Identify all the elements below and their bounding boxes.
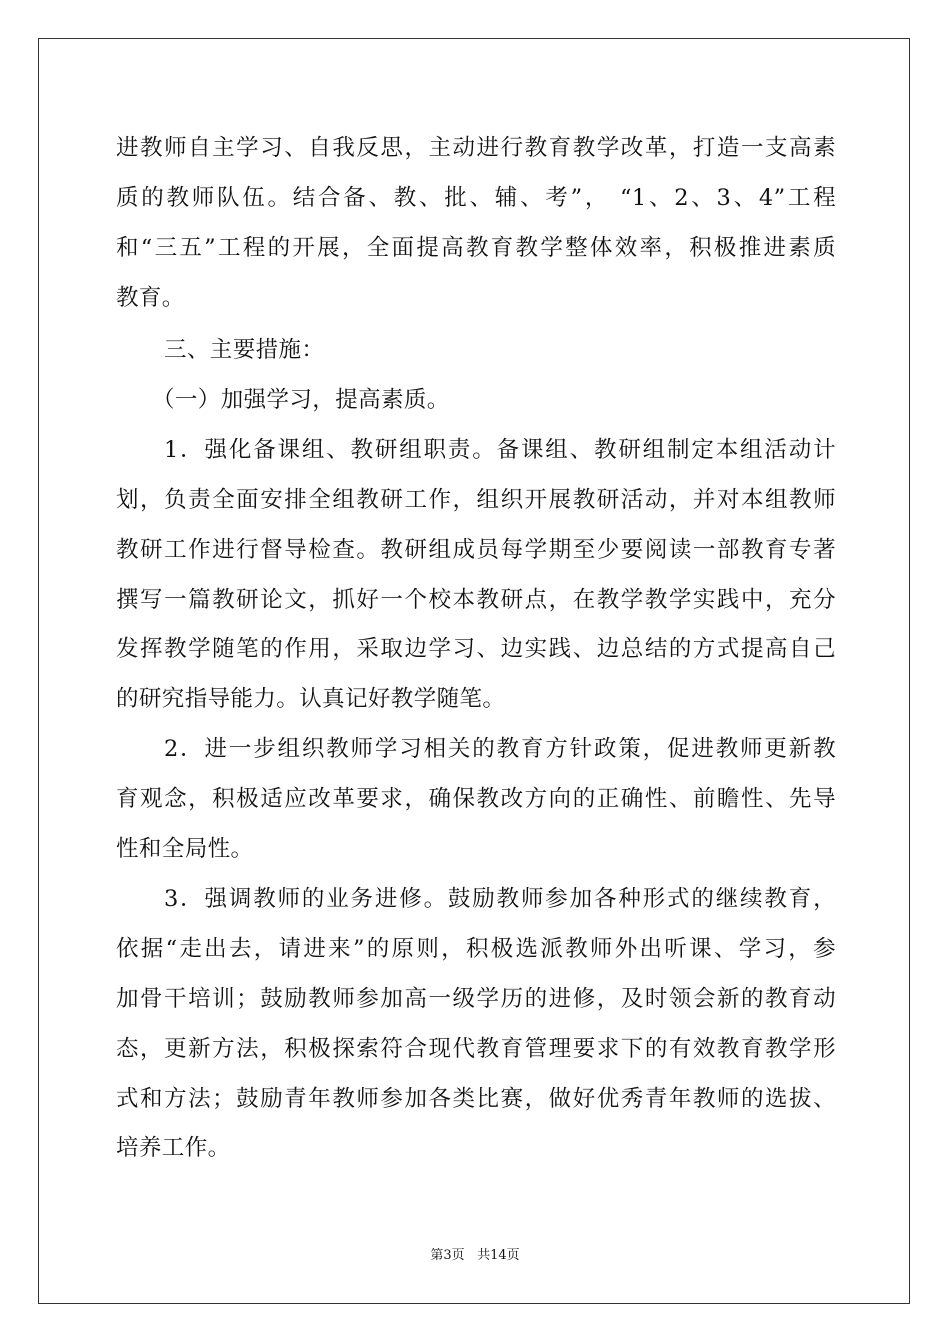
text-line: 质的教师队伍。结合备、教、批、辅、考”， “1、2、3、4”工程 — [116, 185, 836, 211]
text-line: 式和方法；鼓励青年教师参加各类比赛，做好优秀青年教师的选拔、 — [116, 1086, 836, 1112]
text-line: 依据“走出去，请进来”的原则，积极选派教师外出听课、学习，参 — [116, 936, 836, 962]
text-line: 的研究指导能力。认真记好教学随笔。 — [116, 686, 506, 712]
text-line: 1．强化备课组、教研组职责。备课组、教研组制定本组活动计 — [164, 437, 836, 463]
text-line: 撰写一篇教研论文，抓好一个校本教研点，在教学教学实践中，充分 — [116, 587, 836, 613]
text-line: 划，负责全面安排全组教研工作，组织开展教研活动，并对本组教师 — [116, 487, 836, 513]
page-total: 共14页 — [477, 1248, 520, 1263]
text-line: 培养工作。 — [116, 1135, 231, 1161]
text-line: 教育。 — [116, 285, 185, 311]
text-line: 进教师自主学习、自我反思，主动进行教育教学改革，打造一支高素 — [116, 135, 836, 161]
text-line: 3．强调教师的业务进修。鼓励教师参加各种形式的继续教育， — [164, 886, 836, 912]
text-line: 和“三五”工程的开展，全面提高教育教学整体效率，积极推进素质 — [116, 235, 836, 261]
text-line: 性和全局性。 — [116, 836, 254, 862]
page-footer — [0, 1248, 950, 1264]
text-line: 教研工作进行督导检查。教研组成员每学期至少要阅读一部教育专著 — [116, 537, 836, 563]
page-number: 第3页 — [430, 1248, 465, 1263]
text-line: 态，更新方法，积极探索符合现代教育管理要求下的有效教育教学形 — [116, 1036, 836, 1062]
section-heading: 三、主要措施： — [164, 337, 325, 363]
text-line: 加骨干培训；鼓励教师参加高一级学历的进修，及时领会新的教育动 — [116, 986, 836, 1012]
subsection-heading: （一）加强学习，提高素质。 — [152, 387, 450, 413]
text-line: 2．进一步组织教师学习相关的教育方针政策，促进教师更新教 — [164, 736, 836, 762]
text-line: 发挥教学随笔的作用，采取边学习、边实践、边总结的方式提高自己 — [116, 636, 836, 662]
text-line: 育观念，积极适应改革要求，确保教改方向的正确性、前瞻性、先导 — [116, 786, 836, 812]
page-border — [38, 38, 910, 1304]
